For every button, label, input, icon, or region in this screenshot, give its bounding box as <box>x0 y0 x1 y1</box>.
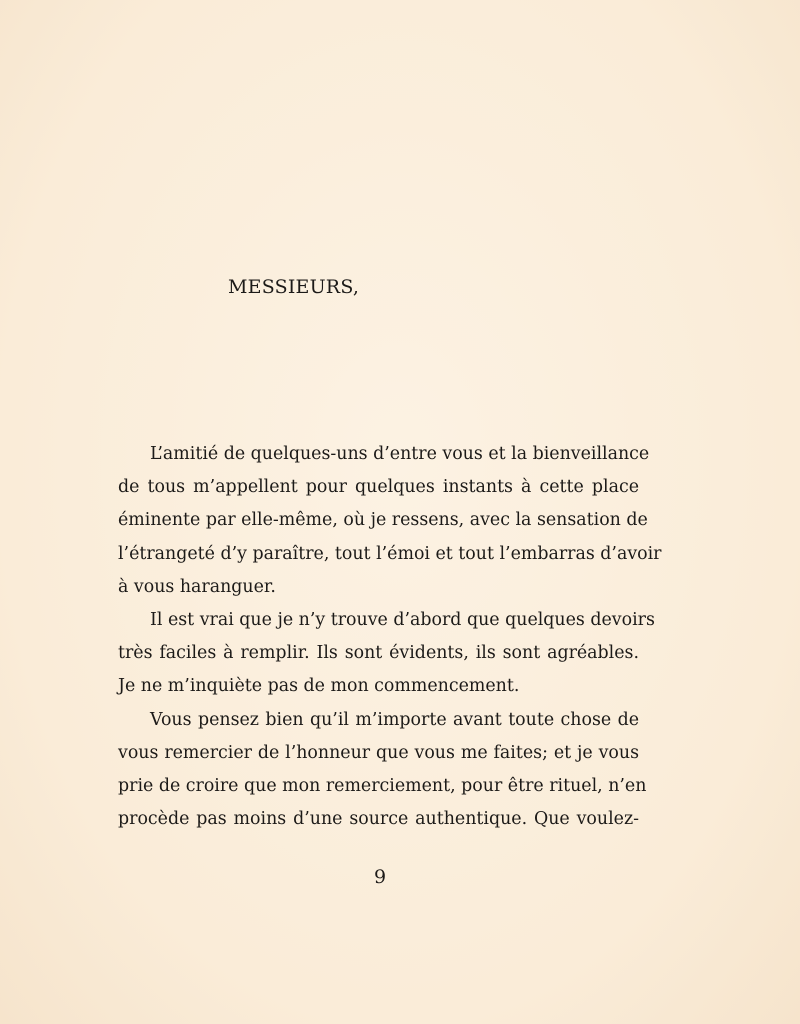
body-text <box>118 438 662 836</box>
text-line: procède pas moins d’une source authentique. Que voulez- <box>118 809 639 830</box>
text-line: très faciles à remplir. Ils sont évidents, ils sont agréables. <box>118 643 639 664</box>
text-line: éminente par elle-même, où je ressens, avec la sensation de <box>118 510 648 531</box>
text-line: à vous haranguer. <box>118 576 276 597</box>
text-line: Je ne m’inquiète pas de mon commencement. <box>118 676 520 697</box>
text-line: Il est vrai que je n’y trouve d’abord que quelques devoirs <box>150 609 655 630</box>
text-line: l’étrangeté d’y paraître, tout l’émoi et tout l’embarras d’avoir <box>118 543 662 564</box>
page-number: 9 <box>373 866 387 888</box>
text-line: de tous m’appellent pour quelques instants à cette place <box>118 477 639 498</box>
salutation-heading: MESSIEURS, <box>228 276 360 298</box>
text-line: prie de croire que mon remerciement, pour être rituel, n’en <box>118 775 647 796</box>
text-line: vous remercier de l’honneur que vous me faites; et je vous <box>118 742 639 763</box>
text-line: Vous pensez bien qu’il m’importe avant toute chose de <box>150 709 639 730</box>
text-line: L’amitié de quelques-uns d’entre vous et la bienveillance <box>150 444 650 464</box>
